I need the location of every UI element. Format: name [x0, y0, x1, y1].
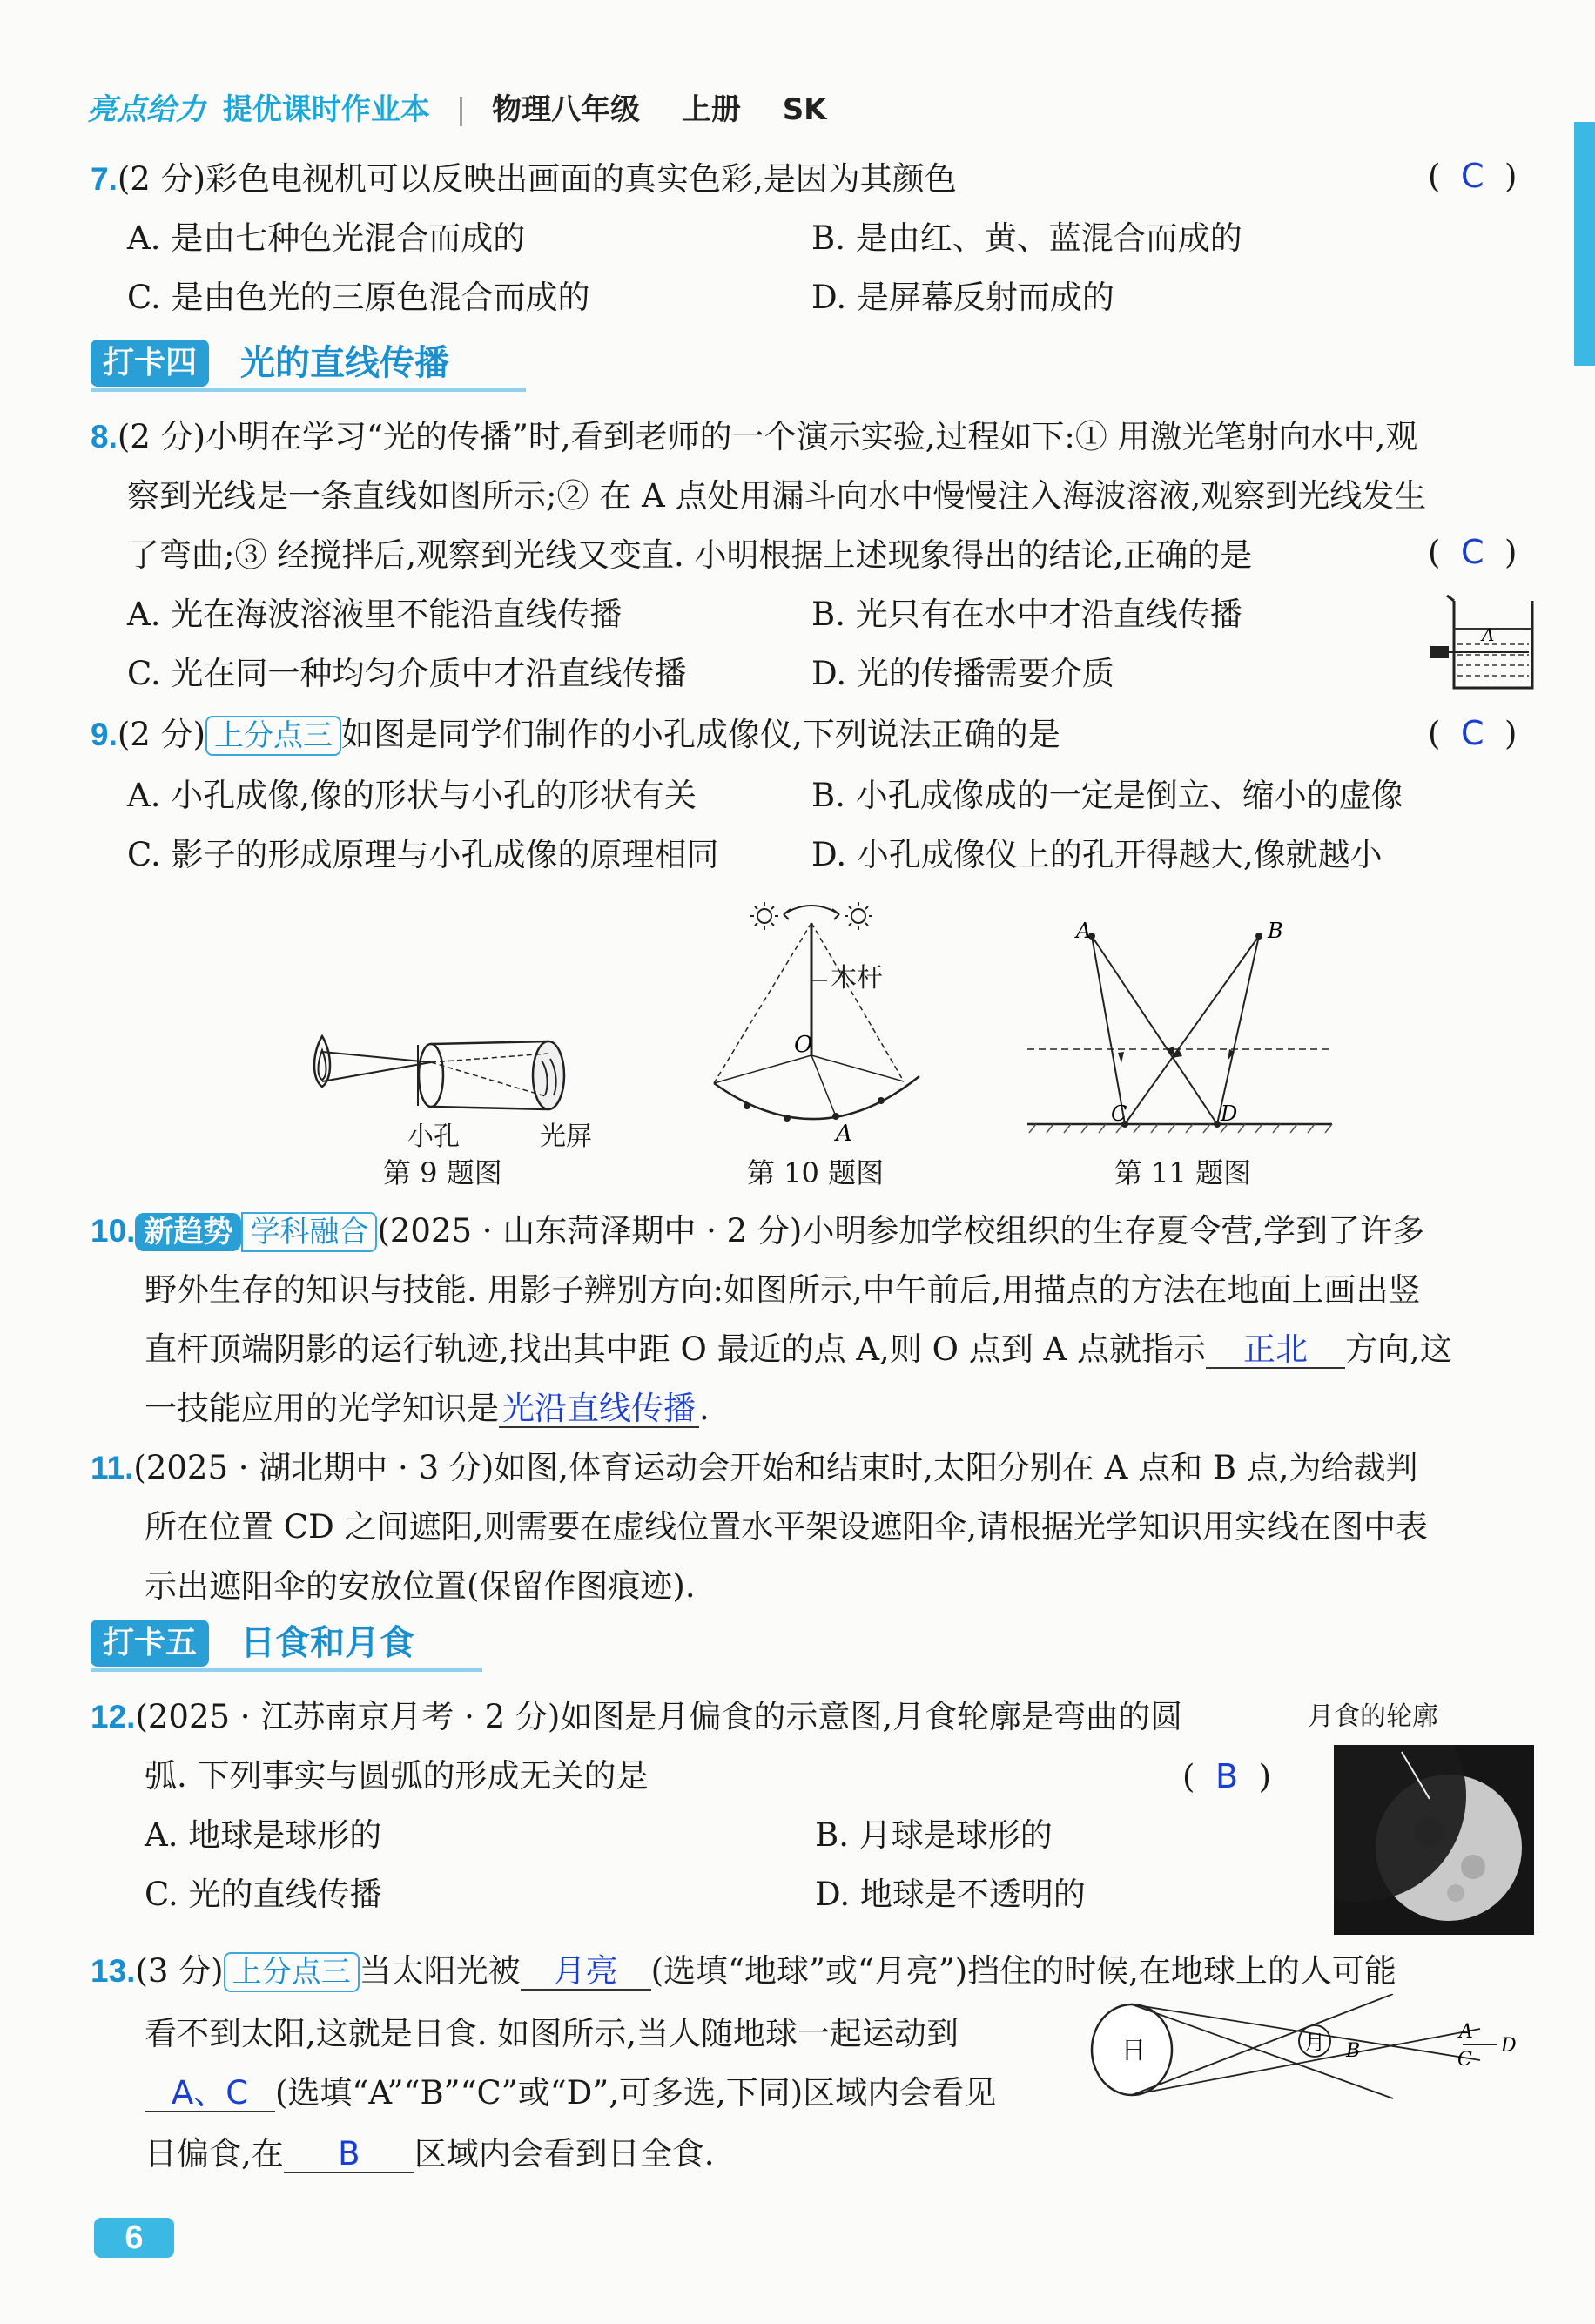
q11-line3: 示出遮阳伞的安放位置(保留作图痕迹). [145, 1567, 696, 1605]
q12-answer-bracket: ( B ) [1182, 1757, 1272, 1795]
series-title: 提优课时作业本 [222, 92, 430, 127]
q8-beaker-figure [1428, 592, 1541, 697]
q8-line2: 察到光线是一条直线如图所示;② 在 A 点处用漏斗向水中慢慢注入海波溶液,观察到光线发生 [127, 477, 1427, 515]
q9-tag: 上分点三 [205, 716, 341, 756]
fig10-label-pole: 木杆 [831, 963, 883, 994]
q13-text-4: 日偏食,在 [145, 2135, 284, 2172]
q11-line2: 所在位置 CD 之间遮阳,则需要在虚线位置水平架设遮阳伞,请根据光学知识用实线在图中表 [145, 1508, 1429, 1546]
q9-answer: C [1460, 714, 1484, 752]
q10-number: 10. [91, 1213, 136, 1249]
q13-blank-total[interactable]: B [284, 2137, 414, 2173]
edition-label: SK [782, 92, 827, 127]
q10-text-3b: 方向,这 [1344, 1330, 1452, 1368]
q13-fig-label-a: A [1459, 2021, 1473, 2043]
q8-option-d: D. 光的传播需要介质 [811, 655, 1114, 692]
q8-text-1: (2 分)小明在学习“光的传播”时,看到老师的一个演示实验,过程如下:① 用激光笔射向水中,观 [117, 418, 1418, 455]
q13-number: 13. [91, 1953, 136, 1989]
q13-line4 [145, 2133, 715, 2175]
q10-text-3: 直杆顶端阴影的运行轨迹,找出其中距 O 最近的点 A,则 O 点到 A 点就指示 [145, 1330, 1206, 1368]
q12-option-c: C. 光的直线传播 [145, 1876, 382, 1913]
q13-line2: 看不到太阳,这就是日食. 如图所示,当人随地球一起运动到 [145, 2015, 959, 2052]
fig11-sunshade-diagram [1027, 919, 1349, 1145]
q12-number: 12. [91, 1699, 136, 1735]
q8-answer: C [1460, 533, 1484, 571]
q9-score: (2 分) [117, 716, 206, 753]
q7-option-c: C. 是由色光的三原色混合而成的 [127, 279, 590, 316]
fig11-label-c: C [1111, 1101, 1127, 1126]
q12-text-1: (2025 · 江苏南京月考 · 2 分)如图是月偏食的示意图,月食轮廓是弯曲的圆 [135, 1698, 1183, 1735]
brand-logo: 亮点给力 [87, 92, 205, 127]
section-rule-5 [91, 1668, 482, 1672]
fig10-sundial-diagram [697, 897, 932, 1149]
q10-line3 [145, 1329, 1452, 1371]
q13-fig-moon-label: 月 [1304, 2031, 1325, 2055]
q8-fig-label-a: A [1482, 624, 1495, 645]
q13-blank-partial[interactable]: A、C [145, 2076, 275, 2112]
q13-text-4b: 区域内会看到日全食. [414, 2135, 715, 2172]
q8-option-b: B. 光只有在水中才沿直线传播 [811, 596, 1242, 633]
q13-fig-label-c: C [1457, 2049, 1472, 2071]
fig10-caption: 第 10 题图 [747, 1156, 885, 1189]
fig10-label-a: A [836, 1121, 852, 1147]
q10-tag-subject: 学科融合 [241, 1212, 377, 1252]
q7-text: (2 分)彩色电视机可以反映出画面的真实色彩,是因为其颜色 [117, 160, 957, 198]
fig9-label-screen: 光屏 [540, 1122, 592, 1152]
q9-number: 9. [91, 717, 118, 752]
q11-line1 [91, 1447, 1418, 1489]
page-header [87, 85, 858, 128]
q10-line2: 野外生存的知识与技能. 用影子辨别方向:如图所示,中午前后,用描点的方法在地面上画出竖 [145, 1271, 1421, 1309]
q13-fig-sun-label: 日 [1121, 2036, 1147, 2065]
fig9-label-hole: 小孔 [407, 1122, 460, 1152]
q9-option-b: B. 小孔成像成的一定是倒立、缩小的虚像 [811, 777, 1403, 814]
fig9-caption: 第 9 题图 [383, 1156, 502, 1189]
q8-option-c: C. 光在同一种均匀介质中才沿直线传播 [127, 655, 687, 692]
q7-answer-bracket: ( C ) [1428, 157, 1518, 195]
fig11-label-a: A [1076, 919, 1092, 943]
section-title-5: 日食和月食 [240, 1623, 414, 1663]
q9-answer-bracket: ( C ) [1428, 714, 1518, 752]
side-tab [1574, 122, 1595, 366]
section-banner-5 [91, 1620, 482, 1670]
section-rule-4 [91, 388, 526, 392]
q13-text-1b: (选填“地球”或“月亮”)挡住的时候,在地球上的人可能 [650, 1952, 1396, 1990]
q7-option-b: B. 是由红、黄、蓝混合而成的 [811, 219, 1242, 257]
subject-label: 物理八年级 [492, 92, 640, 127]
q9-option-a: A. 小孔成像,像的形状与小孔的形状有关 [127, 777, 697, 814]
q13-blank-blocker[interactable]: 月亮 [521, 1954, 651, 1991]
q12-option-d: D. 地球是不透明的 [815, 1876, 1086, 1913]
volume-label: 上册 [681, 92, 741, 127]
q7-stem [91, 158, 957, 200]
sun-icon-right [845, 902, 872, 930]
q13-text-1: 当太阳光被 [359, 1952, 521, 1990]
q13-fig-label-d: D [1501, 2035, 1517, 2057]
header-separator: | [455, 92, 467, 127]
section-banner-4 [91, 340, 526, 390]
q10-tag-trend: 新趋势 [135, 1213, 241, 1251]
q13-tag: 上分点三 [224, 1952, 360, 1992]
q8-line3: 了弯曲;③ 经搅拌后,观察到光线又变直. 小明根据上述现象得出的结论,正确的是 [127, 536, 1253, 574]
q8-line1 [91, 416, 1417, 458]
fig11-label-d: D [1221, 1101, 1238, 1126]
section-tag-4: 打卡四 [91, 340, 209, 387]
q12-line1 [91, 1696, 1182, 1738]
q10-text-4b: . [699, 1390, 710, 1427]
sun-icon-left [750, 902, 778, 930]
q12-line2: 弧. 下列事实与圆弧的形成无关的是 [145, 1757, 649, 1795]
q10-blank-direction[interactable]: 正北 [1206, 1332, 1345, 1369]
q13-score: (3 分) [135, 1952, 224, 1990]
q13-solar-eclipse-diagram [1088, 1994, 1541, 2107]
q8-option-a: A. 光在海波溶液里不能沿直线传播 [127, 596, 623, 633]
section-tag-5: 打卡五 [91, 1620, 209, 1667]
q13-text-3: (选填“A”“B”“C”或“D”,可多选,下同)区域内会看见 [275, 2074, 997, 2112]
q10-blank-knowledge[interactable]: 光沿直线传播 [499, 1391, 699, 1428]
q12-lunar-eclipse-photo [1334, 1745, 1534, 1935]
q13-line1 [91, 1950, 1396, 1992]
fig11-label-b: B [1268, 919, 1283, 943]
q7-number: 7. [91, 161, 118, 197]
q10-line1 [91, 1210, 1424, 1252]
q9-option-d: D. 小孔成像仪上的孔开得越大,像就越小 [811, 836, 1383, 873]
q13-fig-label-b: B [1346, 2040, 1361, 2062]
q9-option-c: C. 影子的形成原理与小孔成像的原理相同 [127, 836, 719, 873]
q9-text: 如图是同学们制作的小孔成像仪,下列说法正确的是 [341, 716, 1060, 753]
q10-text-4: 一技能应用的光学知识是 [145, 1390, 499, 1427]
q12-option-b: B. 月球是球形的 [815, 1816, 1053, 1854]
q8-answer-bracket: ( C ) [1428, 533, 1518, 571]
q11-text-1: (2025 · 湖北期中 · 3 分)如图,体育运动会开始和结束时,太阳分别在 A 点和 B 点,为给裁判 [133, 1449, 1418, 1486]
q11-number: 11. [91, 1450, 134, 1485]
fig10-label-o: O [794, 1032, 813, 1058]
q13-line3 [145, 2072, 996, 2114]
q10-line4 [145, 1388, 710, 1430]
q8-number: 8. [91, 419, 118, 455]
q10-text-1: (2025 · 山东菏泽期中 · 2 分)小明参加学校组织的生存夏令营,学到了许多 [377, 1212, 1425, 1250]
q9-stem [91, 714, 1060, 756]
q12-option-a: A. 地球是球形的 [145, 1816, 382, 1854]
page-number: 6 [94, 2218, 174, 2258]
q7-option-a: A. 是由七种色光混合而成的 [127, 219, 526, 257]
q12-answer: B [1215, 1757, 1239, 1795]
section-title-4: 光的直线传播 [240, 343, 449, 383]
fig11-caption: 第 11 题图 [1114, 1156, 1252, 1189]
q7-answer: C [1460, 157, 1484, 195]
q12-photo-label: 月食的轮廓 [1308, 1701, 1438, 1732]
q7-option-d: D. 是屏幕反射而成的 [811, 279, 1114, 316]
